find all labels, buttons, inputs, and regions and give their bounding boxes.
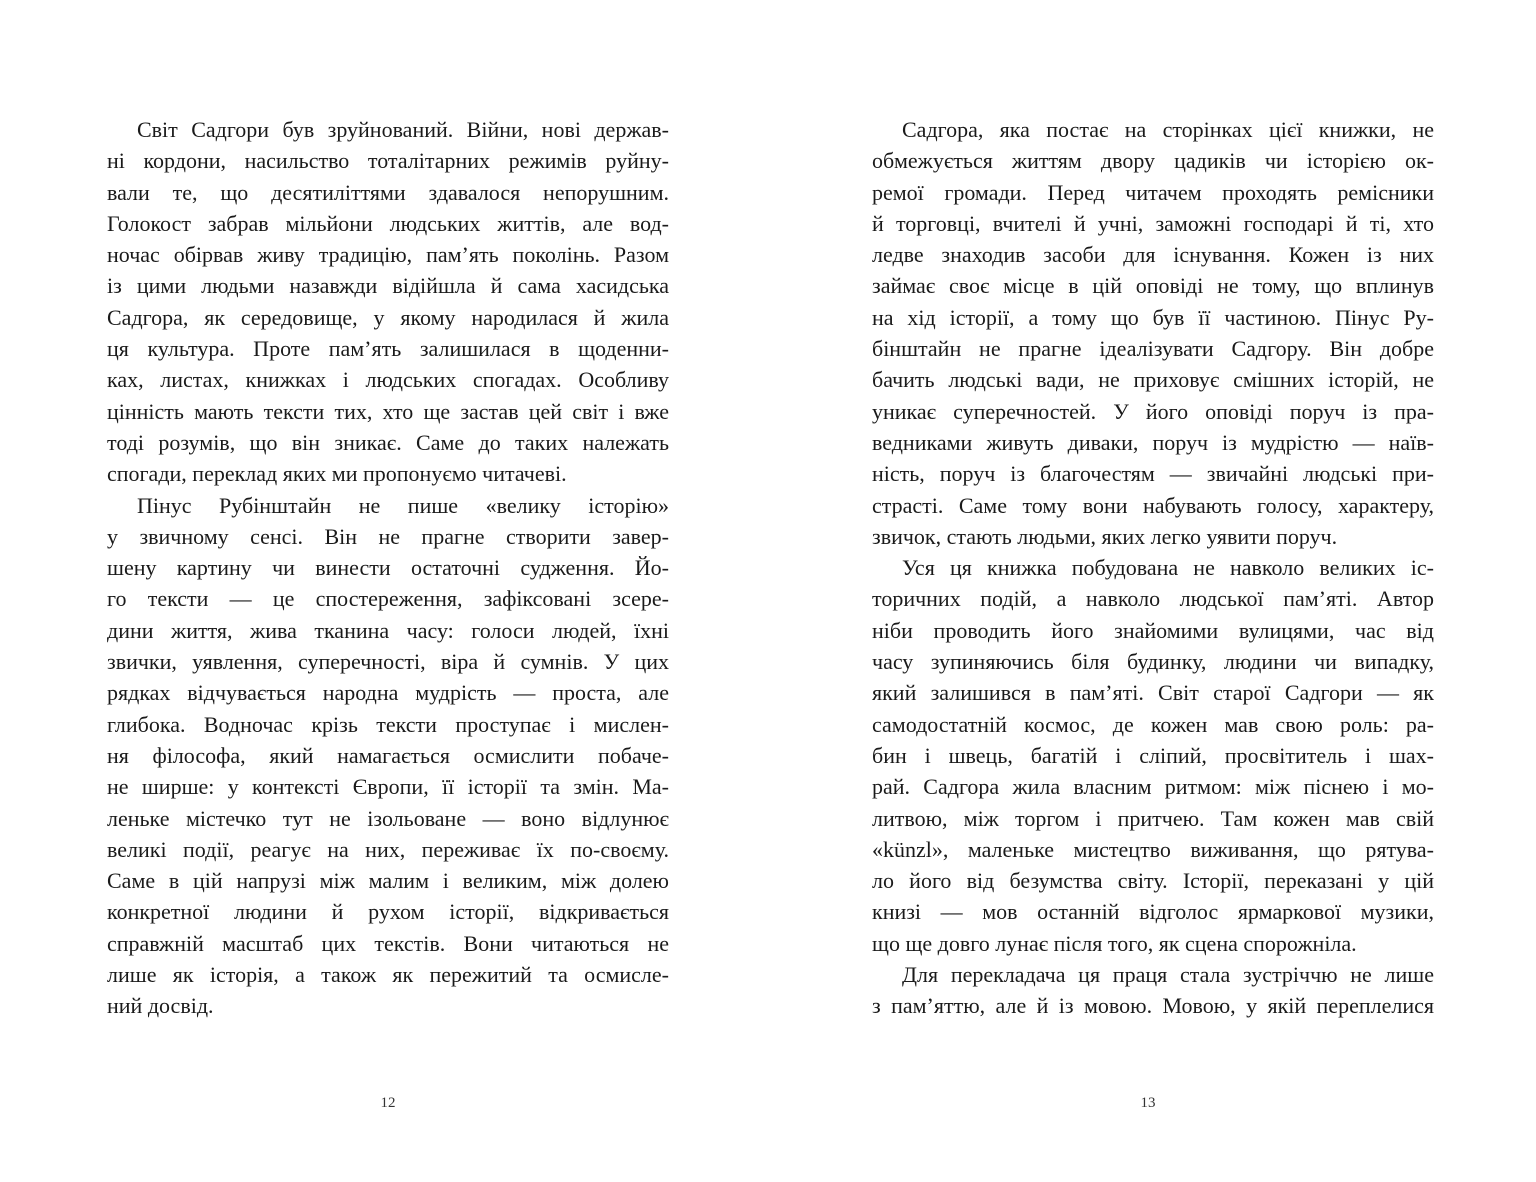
text-line: ведниками живуть диваки, поруч із мудрістю — наїв- [872,429,1434,455]
text-line: бінштайн не прагне ідеалізувати Садгору. Він добре [872,336,1434,362]
text-line: із цими людьми назавжди відійшла й сама хасидська [107,273,669,299]
text-line: шену картину чи винести остаточні судження. Йо- [107,555,669,581]
right-page [768,0,1536,1182]
text-line: вали те, що десятиліттями здавалося непорушним. [107,179,669,205]
text-line: великі події, реагує на них, переживає їх по-своєму. [107,836,669,862]
text-line: на хід історії, а тому що був її частиною. Пінус Ру- [872,304,1434,330]
text-line: ний досвід. [107,993,214,1019]
text-line: рядках відчувається народна мудрість — проста, але [107,680,669,706]
text-line: не ширше: у контексті Європи, її історії та змін. Ма- [107,774,669,800]
text-line: дини життя, жива тканина часу: голоси людей, їхні [107,617,669,643]
text-line: «künzl», маленьке мистецтво виживання, що рятува- [872,836,1434,862]
text-line: що ще довго лунає після того, як сцена спорожніла. [872,930,1357,956]
text-line: з пам’яттю, але й із мовою. Мовою, у якій переплелися [872,993,1434,1019]
text-line: Для перекладача ця праця стала зустріччю не лише [902,962,1434,988]
text-line: часу зупиняючись біля будинку, людини чи випадку, [872,649,1434,675]
text-line: литвою, між торгом і притчею. Там кожен мав свій [872,805,1434,831]
text-line: лише як історія, а також як пережитий та осмисле- [107,962,669,988]
text-line: Уся ця книжка побудована не навколо великих іс- [902,555,1434,581]
text-line: торичних подій, а навколо людської пам’яті. Автор [872,586,1434,612]
text-line: ця культура. Проте пам’ять залишилася в щоденни- [107,336,669,362]
page-number: 13 [1140,1095,1156,1111]
text-line: звички, уявлення, суперечності, віра й сумнів. У цих [107,649,669,675]
text-line: рай. Садгора жила власним ритмом: між піснею і мо- [872,774,1434,800]
text-line: й торговці, вчителі й учні, заможні господарі й ті, хто [872,210,1434,236]
text-line: леньке містечко тут не ізольоване — воно відлунює [107,805,669,831]
left-page-text [107,114,669,1022]
text-line: обмежується життям двору цадиків чи історією ок- [872,148,1434,174]
text-line: ня філософа, який намагається осмислити побаче- [107,742,669,768]
paragraph [107,114,669,490]
text-line: Саме в цій напрузі між малим і великим, між долею [107,868,669,894]
paragraph [872,552,1434,959]
paragraph [107,490,669,1022]
text-line: ночас обірвав живу традицію, пам’ять поколінь. Разом [107,242,669,268]
text-line: бин і швець, багатій і сліпий, просвітитель і шах- [872,742,1434,768]
text-line: який залишився в пам’яті. Світ старої Садгори — як [872,680,1434,706]
text-line: Світ Садгори був зруйнований. Війни, нові держав- [137,117,669,142]
text-line: страсті. Саме тому вони набувають голосу, характеру, [872,492,1434,518]
text-line: Пінус Рубінштайн не пише «велику історію» [137,492,669,518]
text-line: самодостатній космос, де кожен мав свою роль: ра- [872,711,1434,737]
text-line: ледве знаходив засоби для існування. Кожен із них [872,242,1434,268]
text-line: спогади, переклад яких ми пропонуємо читачеві. [107,461,567,487]
text-line: звичок, стають людьми, яких легко уявити поруч. [872,523,1338,549]
text-line: ність, поруч із благочестям — звичайні людські при- [872,461,1434,487]
text-line: справжній масштаб цих текстів. Вони читаються не [107,930,669,956]
text-line: займає своє місце в цій оповіді не тому, що вплинув [872,273,1434,299]
text-line: уникає суперечностей. У його оповіді поруч із пра- [872,398,1434,424]
text-line: Голокост забрав мільйони людських життів, але вод- [107,210,669,236]
text-line: ках, листах, книжках і людських спогадах. Особливу [107,367,669,393]
text-line: ремої громади. Перед читачем проходять ремісники [872,179,1434,205]
page-number: 12 [380,1095,396,1111]
text-line: бачить людські вади, не приховує смішних історій, не [872,367,1434,393]
paragraph [872,959,1434,1022]
paragraph [872,114,1434,552]
text-line: тоді розумів, що він зникає. Саме до таких належать [107,429,669,455]
text-line: Садгора, як середовище, у якому народилася й жила [107,304,669,330]
text-line: у звичному сенсі. Він не прагне створити завер- [107,523,669,549]
text-line: ніби проводить його знайомими вулицями, час від [872,617,1434,643]
text-line: глибока. Водночас крізь тексти проступає і мислен- [107,711,669,737]
text-line: ло його від безумства світу. Історії, переказані у цій [872,868,1434,894]
text-line: конкретної людини й рухом історії, відкривається [107,899,669,925]
right-page-text [872,114,1434,1022]
text-line: ні кордони, насильство тоталітарних режимів руйну- [107,148,669,174]
text-line: Садгора, яка постає на сторінках цієї книжки, не [902,117,1434,142]
text-line: го тексти — це спостереження, зафіксовані зсере- [107,586,669,612]
text-line: книзі — мов останній відголос ярмаркової музики, [872,899,1434,925]
text-line: цінність мають тексти тих, хто ще застав цей світ і вже [107,398,669,424]
